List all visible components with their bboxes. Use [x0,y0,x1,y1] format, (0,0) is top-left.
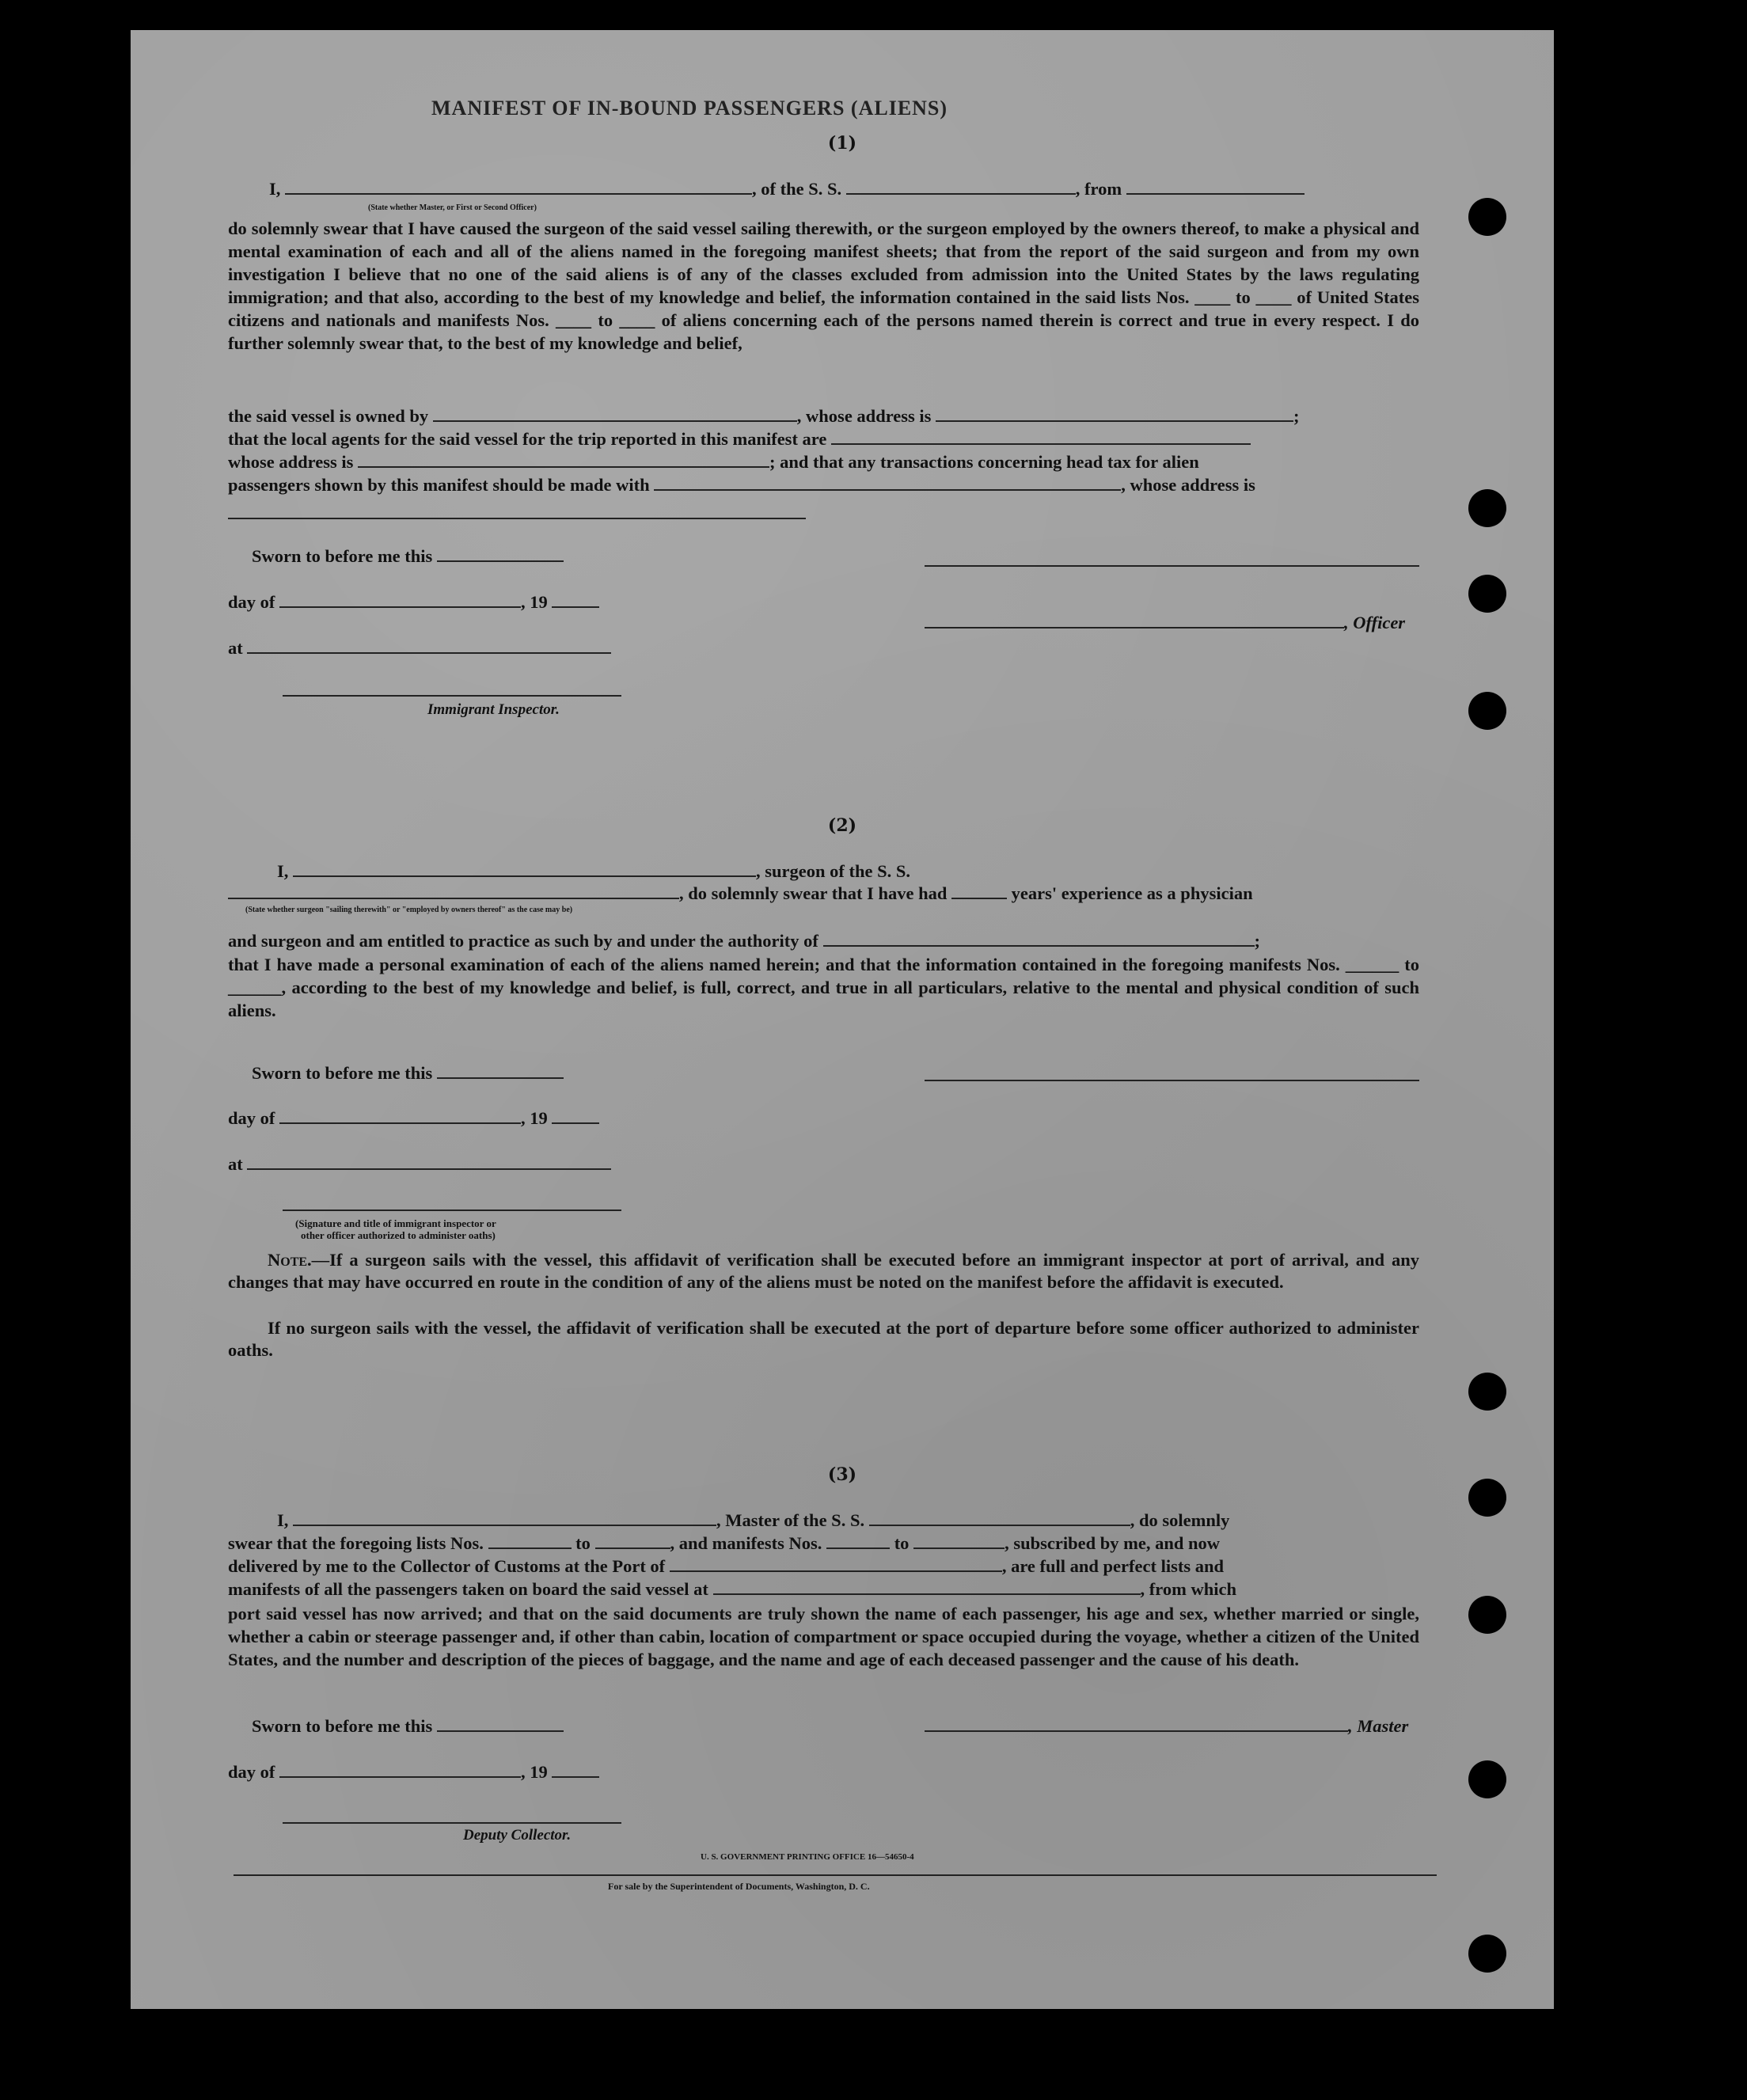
s1-whose-address: , whose address is [796,406,932,426]
s3-line-1 [277,1510,1229,1531]
s2-surgeon-name-field[interactable] [293,875,756,877]
punch-hole [1468,1373,1506,1411]
for-sale-note: For sale by the Superintendent of Documents, Washington, D. C. [608,1881,870,1892]
s1-sworn-day-field[interactable] [437,560,564,562]
s3-delivered: delivered by me to the Collector of Customs at the Port of [228,1556,666,1576]
s1-sworn: Sworn to before me this [252,546,433,566]
s2-surgeon-signature-rule [925,1080,1419,1081]
section-1-number: (1) [827,133,857,154]
s3-sworn: Sworn to before me this [252,1716,433,1736]
s3-from-which: , from which [1140,1579,1236,1599]
s1-dayof-line [228,592,599,613]
s3-dayof-line [228,1762,599,1783]
manifest-title: MANIFEST OF IN-BOUND PASSENGERS (ALIENS) [431,97,948,120]
s3-subscribed: , subscribed by me, and now [1005,1533,1220,1553]
s1-passengers-with: passengers shown by this manifest should be made with [228,475,650,495]
s1-officer-name-field[interactable] [285,192,752,195]
s2-note-text-2: If no surgeon sails with the vessel, the affidavit of verification shall be executed at the port of departure before some officer authorized to administer oaths. [228,1318,1419,1360]
s3-swear-lists: swear that the foregoing lists Nos. [228,1533,484,1553]
s3-month-field[interactable] [279,1775,521,1778]
s2-authority-field[interactable] [823,944,1255,947]
s1-owned-line: the said vessel is owned by , whose address is ; [228,406,1300,426]
s3-body: port said vessel has now arrived; and that on the said documents are truly shown the name of each passenger, his age and sex, whether married or single, whether a cabin or steerage passenger and, if other than cabin, location of compartment or space occupied during the voyage, whether a citizen of the United States, and the number and description of the pieces of baggage, and the name and age of each deceased passenger and the cause of his death. [228,1604,1419,1669]
s1-agents-field[interactable] [831,442,1251,445]
s3-day-of: day of [228,1762,275,1782]
s2-month-field[interactable] [279,1122,521,1124]
s1-month-field[interactable] [279,606,521,608]
s1-owned-by: the said vessel is owned by [228,406,429,426]
s1-tax-contact-field[interactable] [654,488,1121,491]
s3-line-4 [228,1579,1236,1600]
s1-whose-address-3: , whose address is [1121,475,1255,495]
s2-authority-line: and surgeon and am entitled to practice as such by and under the authority of ; [228,931,1261,951]
s3-and-manifests: , and manifests Nos. [670,1533,822,1553]
s2-and-surgeon: and surgeon and am entitled to practice as such by and under the authority of [228,931,818,951]
s2-surgeon-hint: (State whether surgeon "sailing therewith" or "employed by owners thereof" as the case may be) [245,906,573,914]
s2-i: I, [277,861,289,881]
s3-deputy: Deputy Collector. [463,1827,572,1844]
s2-sworn: Sworn to before me this [252,1063,433,1083]
s1-at-line [228,638,611,659]
s1-officer: , Officer [1344,613,1406,632]
s1-master-hint: (State whether Master, or First or Second Officer) [368,203,537,212]
s2-solemnly: , do solemnly swear that I have had [679,883,948,903]
s3-year: , 19 [521,1762,548,1782]
punch-hole [1468,489,1506,527]
s2-line-1 [277,861,910,882]
s2-signature-hint-2: other officer authorized to administer oaths) [301,1229,496,1241]
s3-sworn-line [252,1716,564,1737]
s3-i: I, [277,1510,289,1530]
s1-ship-name-field[interactable] [846,192,1076,195]
s1-owner-address-field[interactable] [936,420,1293,422]
s2-line-2 [228,883,1253,904]
s2-at-line [228,1154,611,1175]
s1-head-tax: ; and that any transactions concerning head tax for alien [769,452,1199,472]
s3-line-3 [228,1556,1224,1577]
s1-officer-line [925,613,1405,633]
s1-officer-box-rule [925,565,1419,567]
s1-at-field[interactable] [247,651,611,654]
s3-master: , Master [1348,1716,1409,1736]
section-3-number: (3) [827,1464,857,1485]
s2-at: at [228,1154,243,1174]
s3-manifest-from-field[interactable] [826,1547,890,1549]
s3-line-2 [228,1533,1220,1554]
s1-owner-field[interactable] [433,420,797,422]
punch-hole [1468,1935,1506,1973]
s3-ship-field[interactable] [869,1524,1130,1526]
s1-body: do solemnly swear that I have caused the surgeon of the said vessel sailing therewith, or the surgeon employed by the owners thereof, to make a physical and mental examination of each and all of the aliens named in the foregoing manifest sheets; that from the report of the said surgeon and from my own investigation I believe that no one of the said aliens is of any of the classes excluded from admission into the United States by the laws regulating immigration; and that also, according to the best of my knowledge and belief, the information contained in the said lists Nos. ____ to ____ of United States citizens and nationals and manifests Nos. ____ to ____ of aliens concerning each of the persons named therein is correct and true in every respect. I do further solemnly swear that, to the best of my knowledge and belief, [228,218,1419,353]
punch-hole [1468,692,1506,730]
s3-to-2: to [894,1533,910,1553]
s2-year-field[interactable] [552,1122,599,1124]
s1-day-of: day of [228,592,275,612]
s3-master-of-ss: , Master of the S. S. [716,1510,865,1530]
s3-manifest-to-field[interactable] [913,1547,1005,1549]
punch-hole [1468,198,1506,236]
s1-agent-address-field[interactable] [358,465,769,468]
s2-day-of: day of [228,1108,275,1128]
s2-note [228,1249,1419,1293]
s2-body: that I have made a personal examination of each of the aliens named herein; and that the information contained in the foregoing manifests Nos. ______ to ______, according to the best of my knowledge and belief, is full, correct, and true in all particulars, relative to the mental and physical condition of such aliens. [228,955,1419,1020]
s1-officer-signature-field[interactable] [925,626,1344,628]
s1-address-rule [228,518,806,519]
s3-master-sig-line [925,1716,1408,1737]
gpo-imprint: U. S. GOVERNMENT PRINTING OFFICE 16—54650-4 [701,1852,914,1862]
s2-at-field[interactable] [247,1168,611,1170]
s2-years: years' experience as a physician [1011,883,1253,903]
s1-from: , from [1075,179,1122,199]
s2-sworn-day-field[interactable] [437,1077,564,1079]
s2-surgeon-of-ss: , surgeon of the S. S. [756,861,911,881]
s2-sworn-line [252,1063,564,1084]
footer-rule [234,1874,1437,1876]
s1-year-field[interactable] [552,606,599,608]
s1-sworn-line [252,546,564,567]
s1-i: I, [269,179,281,199]
s3-board-port-field[interactable] [713,1593,1141,1595]
s2-signature-rule [283,1209,621,1211]
s3-year-field[interactable] [552,1775,599,1778]
punch-hole [1468,575,1506,613]
manifest-page [131,30,1554,2009]
s3-list-to-field[interactable] [595,1547,670,1549]
section-2-number: (2) [827,815,857,836]
punch-hole [1468,1760,1506,1798]
s3-master-signature-field[interactable] [925,1730,1348,1732]
s1-inspector: Immigrant Inspector. [427,701,560,718]
s1-at: at [228,638,243,658]
s3-master-name-field[interactable] [293,1524,716,1526]
s1-agent-address-line [228,452,1199,473]
s3-full-perfect: , are full and perfect lists and [1001,1556,1225,1576]
s2-note-label: Note. [268,1250,312,1270]
s1-agents-line [228,429,1251,450]
s1-from-port-field[interactable] [1126,192,1305,195]
s3-manifests-all: manifests of all the passengers taken on board the said vessel at [228,1579,708,1599]
s3-port-field[interactable] [670,1570,1002,1572]
s2-signature-hint-1: (Signature and title of immigrant inspector or [295,1217,496,1229]
s2-year: , 19 [521,1108,548,1128]
s1-local-agents: that the local agents for the said vessel for the trip reported in this manifest are [228,429,827,449]
s3-do-solemnly: , do solemnly [1130,1510,1230,1530]
s3-list-from-field[interactable] [488,1547,572,1549]
s2-note-2 [228,1317,1419,1361]
s2-dayof-line [228,1108,599,1129]
s1-of-ss: , of the S. S. [752,179,842,199]
s2-years-field[interactable] [951,897,1007,899]
s2-ship-field[interactable] [228,897,679,899]
s1-line-1 [269,179,1305,199]
s1-inspector-rule [283,695,621,697]
s3-sworn-day-field[interactable] [437,1730,564,1732]
s3-deputy-rule [283,1822,621,1824]
s1-whose-address-2: whose address is [228,452,354,472]
s1-year: , 19 [521,592,548,612]
punch-hole [1468,1596,1506,1634]
s2-note-text: —If a surgeon sails with the vessel, this affidavit of verification shall be executed before an immigrant inspector at port of arrival, and any changes that may have occurred en route in the condition of any of the aliens must be noted on the manifest before the affidavit is executed. [228,1250,1419,1292]
s3-to-1: to [575,1533,591,1553]
s1-passengers-line [228,475,1255,496]
